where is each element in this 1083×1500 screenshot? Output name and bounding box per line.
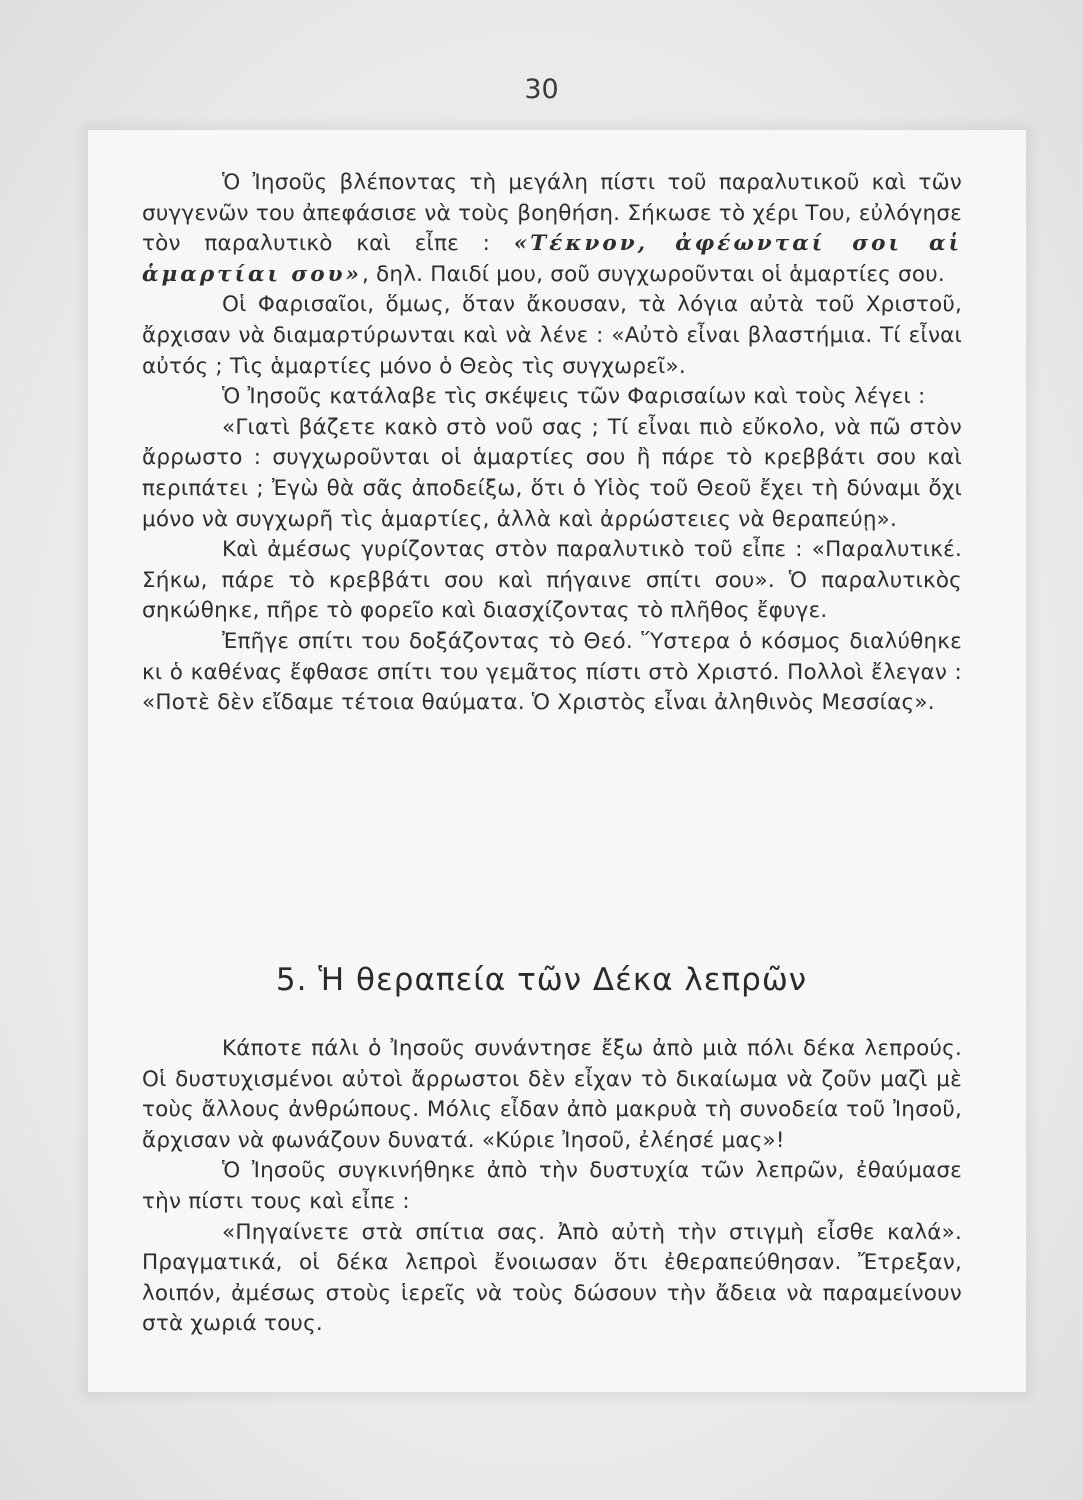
section-heading: 5. Ἡ θεραπεία τῶν Δέκα λεπρῶν	[275, 962, 808, 998]
story-text-lepers	[142, 1034, 962, 1340]
greek-quote-italic: «Τέκνον, ἀφέωνταί σοι αἱ ἁμαρτίαι σου»	[142, 231, 962, 287]
paragraph-1-tail: , δηλ. Παιδί μου, σοῦ συγχωροῦνται οἱ ἁμαρτίες σου.	[361, 261, 945, 287]
paragraph-9: «Πηγαίνετε στὰ σπίτια σας. Ἀπὸ αὐτὴ τὴν στιγμὴ εἶσθε καλά». Πραγματικά, οἱ δέκα λεπροὶ ἔνοιωσαν ὅτι ἐθεραπεύθησαν. Ἔτρεξαν, λοιπόν, ἀμέσως στοὺς ἱερεῖς νὰ τοὺς δώσουν τὴν ἄδεια νὰ παραμείνουν στὰ χωριά τους.	[142, 1219, 962, 1337]
paragraph-1-text: Ὁ Ἰησοῦς βλέποντας τὴ μεγάλη πίστι τοῦ παραλυτικοῦ καὶ τῶν συγγενῶν του ἀπεφάσισε νὰ τοὺς βοηθήση. Σήκωσε τὸ χέρι Του, εὐλόγησε τὸν παραλυτικὸ καὶ εἶπε :	[142, 170, 962, 257]
paragraph-5: Καὶ ἀμέσως γυρίζοντας στὸν παραλυτικὸ τοῦ εἶπε : «Παραλυτικέ. Σήκω, πάρε τὸ κρεββάτι σου καὶ πήγαινε σπίτι σου». Ὁ παραλυτικὸς σηκώθηκε, πῆρε τὸ φορεῖο καὶ διασχίζοντας τὸ πλῆθος ἔφυγε.	[142, 537, 962, 624]
page-number: 30	[524, 74, 559, 105]
paragraph-4: «Γιατὶ βάζετε κακὸ στὸ νοῦ σας ; Τί εἶναι πιὸ εὔκολο, νὰ πῶ στὸν ἄρρωστο : συγχωροῦνται οἱ ἁμαρτίες σου ἢ πάρε τὸ κρεββάτι σου καὶ περιπάτει ; Ἐγὼ θὰ σᾶς ἀποδείξω, ὅτι ὁ Υἱὸς τοῦ Θεοῦ ἔχει τὴ δύναμι ὄχι μόνο νὰ συγχωρῆ τὶς ἁμαρτίες, ἀλλὰ καὶ ἀρρώστειες νὰ θεραπεύῃ».	[142, 414, 962, 532]
paragraph-3: Ὁ Ἰησοῦς κατάλαβε τὶς σκέψεις τῶν Φαρισαίων καὶ τοὺς λέγει :	[222, 384, 926, 410]
story-text-paralytic	[142, 168, 962, 719]
paragraph-6: Ἐπῆγε σπίτι του δοξάζοντας τὸ Θεό. Ὕστερα ὁ κόσμος διαλύθηκε κι ὁ καθένας ἔφθασε σπίτι του γεμᾶτος πίστι στὸ Χριστό. Πολλοὶ ἔλεγαν : «Ποτὲ δὲν εἴδαμε τέτοια θαύματα. Ὁ Χριστὸς εἶναι ἀληθινὸς Μεσσίας».	[142, 628, 962, 716]
paragraph-7: Κάποτε πάλι ὁ Ἰησοῦς συνάντησε ἔξω ἀπὸ μιὰ πόλι δέκα λεπρούς. Οἱ δυστυχισμένοι αὐτοὶ ἄρρωστοι δὲν εἶχαν τὸ δικαίωμα νὰ ζοῦν μαζὶ μὲ τοὺς ἄλλους ἀνθρώπους. Μόλις εἶδαν ἀπὸ μακρυὰ τὴ συνοδεία τοῦ Ἰησοῦ, ἄρχισαν νὰ φωνάζουν δυνατά. «Κύριε Ἰησοῦ, ἐλέησέ μας»!	[142, 1036, 962, 1153]
paragraph-8: Ὁ Ἰησοῦς συγκινήθηκε ἀπὸ τὴν δυστυχία τῶν λεπρῶν, ἐθαύμασε τὴν πίστι τους καὶ εἶπε :	[142, 1158, 962, 1214]
paragraph-2: Οἱ Φαρισαῖοι, ὅμως, ὅταν ἄκουσαν, τὰ λόγια αὐτὰ τοῦ Χριστοῦ, ἄρχισαν νὰ διαμαρτύρωνται καὶ νὰ λένε : «Αὐτὸ εἶναι βλαστήμια. Τί εἶναι αὐτός ; Τὶς ἁμαρτίες μόνο ὁ Θεὸς τὶς συγχωρεῖ».	[142, 292, 962, 379]
paragraph-1	[142, 168, 962, 290]
